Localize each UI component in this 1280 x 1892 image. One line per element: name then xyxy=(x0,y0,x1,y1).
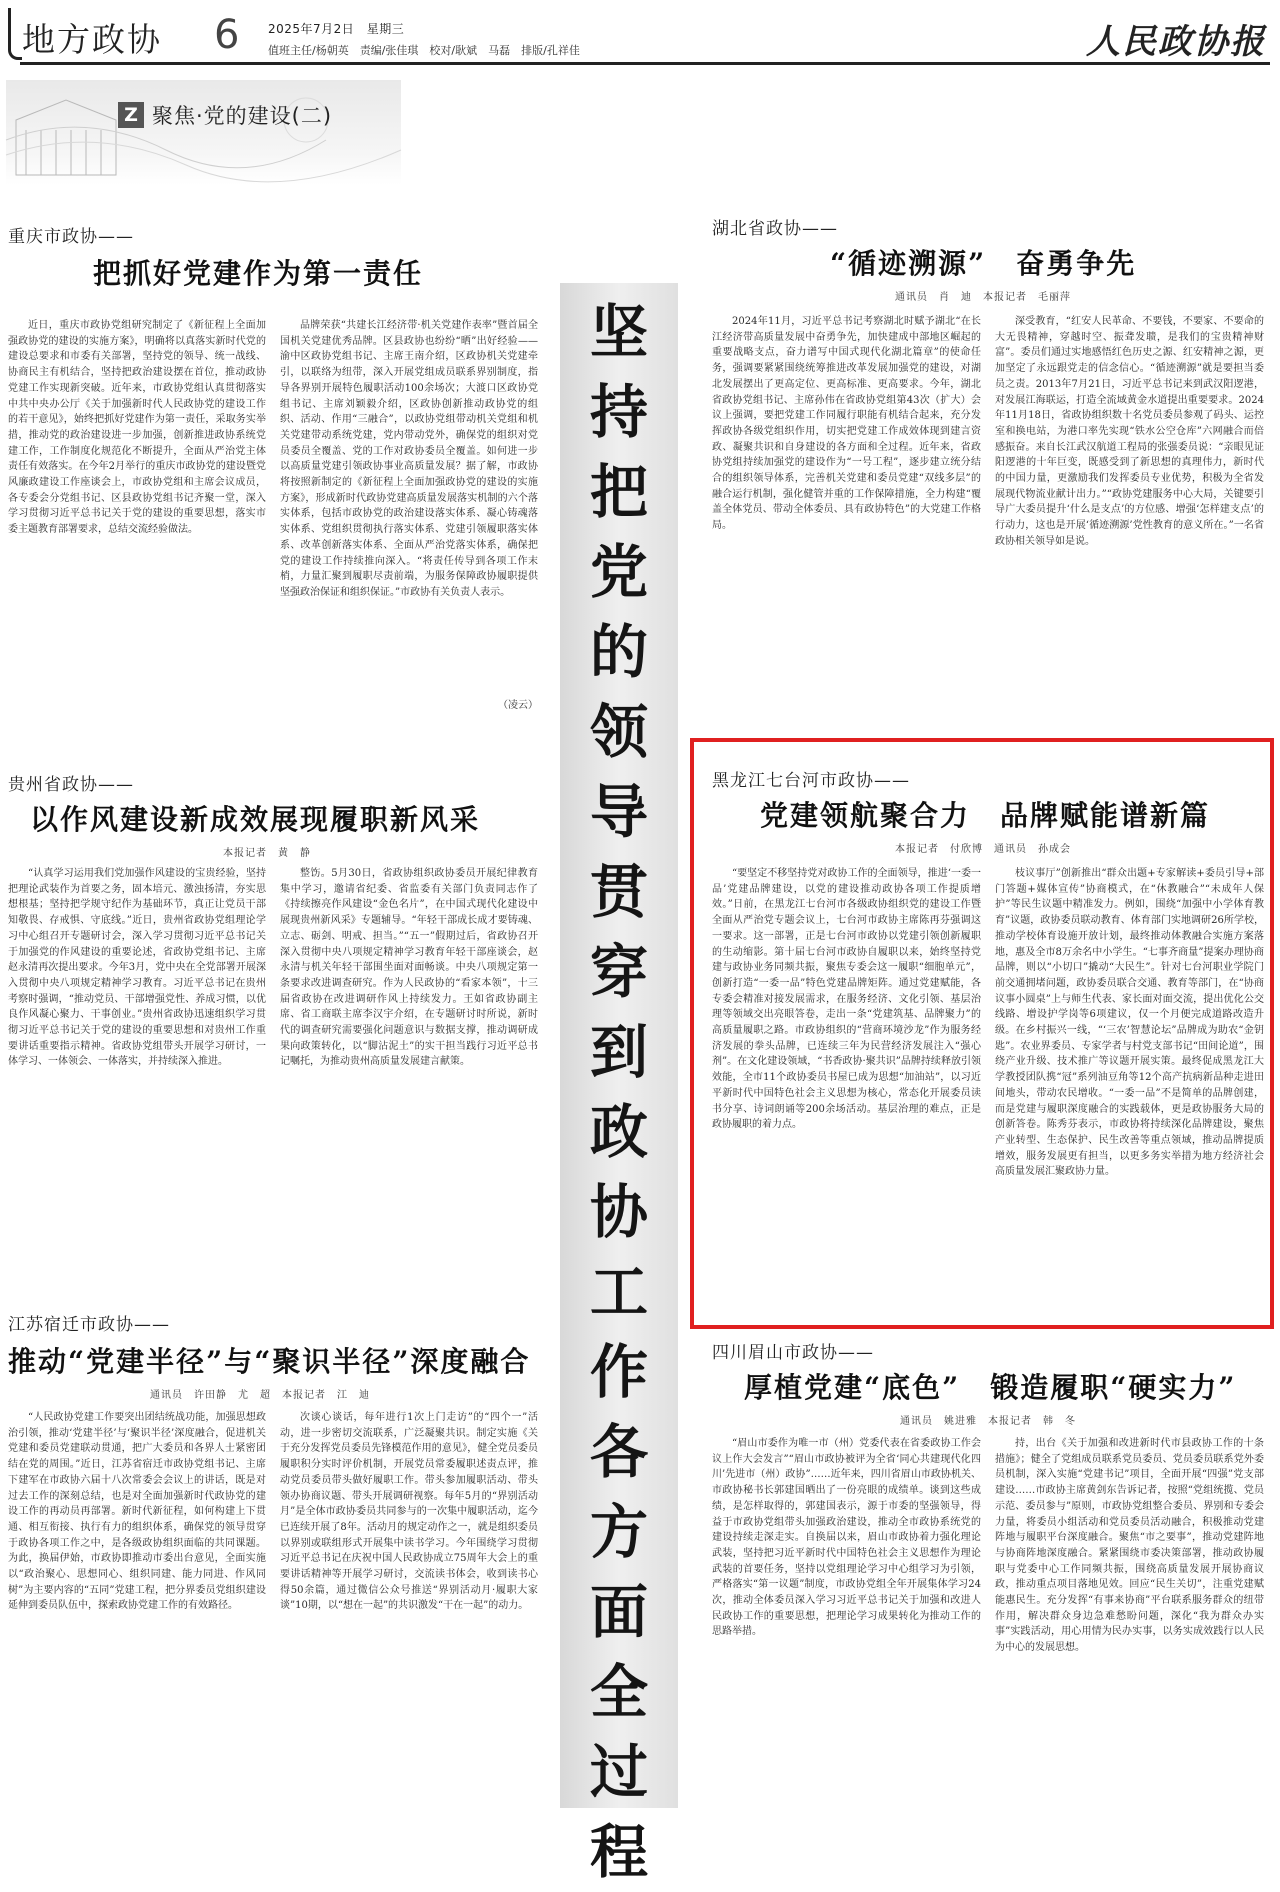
headline-char: 方 xyxy=(589,1498,648,1566)
article-chongqing xyxy=(8,222,538,722)
article-column: “认真学习运用我们党加强作风建设的宝贵经验，坚持把理论武装作为首要之务，固本培元、激浊扬清，夯实思想根基；坚持把学规守纪作为基础环节，真正让党员干部知敬畏、存戒惧、守底线。”近日，贵州省政协党组理论学习中心组召开专题研讨会，深入学习贯彻习近平总书记关于加强党的作风建设的重要论述，省政协党组书记、主席赵永清再次提出要求。今年3月，党中央在全党部署开展深入贯彻中央八项规定精神学习教育。习近平总书记在贵州考察时强调，“推动党员、干部增强党性、养成习惯，以优良作风凝心聚力、干事创业。”贵州省政协迅速组织学习贯彻习近平总书记关于党的建设的重要思想和对贵州工作重要讲话重要指示精神。省政协党组带头开展学习研讨，一体学习、一体领会、一体落实，并持续深入推进。 xyxy=(8,868,266,1068)
article-kicker: 湖北省政协—— xyxy=(712,219,838,239)
article-headline: “循迹溯源” 奋勇争先 xyxy=(830,247,1137,280)
building-illustration xyxy=(6,80,401,185)
headline-char: 坚 xyxy=(589,298,648,366)
article-byline: 通讯员 姚进雅 本报记者 韩 冬 xyxy=(900,1416,1076,1427)
article-hubei xyxy=(700,214,1270,724)
article-kicker: 四川眉山市政协—— xyxy=(712,1343,874,1363)
article-column: 枝议事厅”创新推出“群众出题+专家解读+委员引导+部门答题+媒体宣传”协商模式，在“休教融合”“未成年人保护”等民生议题中精准发力。例如，围绕“加强中小学体育教育”议题，政协委员联动教育、体育部门实地调研26所学校，推动学校体育设施开放计划，最终推动体教融合实施方案落地，惠及全市8万余名中小学生。“七事齐商量”提案办理协商品牌，则以“小切口”撬动“大民生”。针对七台河职业学院门前交通拥堵问题，政协委员联合交通、教育等部门，在“协商议事小圆桌”上与师生代表、家长面对面交流，提出优化公交线路、增设护学岗等6项建议，仅一个月便完成道路改造升级。在乡村振兴一线，“‘三农’智慧论坛”品牌成为助农“金钥匙”。农业界委员、专家学者与村党支部书记“田间论道”，围绕产业升级、技术推广等议题开展实策。最终促成黑龙江大学教授团队携“冠”系列油豆角等12个高产抗病新品种走进田间地头，带动农民增收。“一委一品”不是简单的品牌创建，而是党建与履职深度融合的实践载体，更是政协服务大局的创新答卷。陈秀芬表示，市政协将持续深化品牌建设，聚焦产业转型、生态保护、民生改善等重点领域，推动品牌提质增效，服务发展更有担当，以更多务实举措为地方经济社会高质量发展汇聚政协力量。 xyxy=(995,868,1264,1178)
headline-char: 导 xyxy=(589,778,648,846)
article-column: “要坚定不移坚持党对政协工作的全面领导，推进‘一委一品’党建品牌建设，以党的建设推动政协各项工作提质增效。”日前，在黑龙江七台河市各级政协组织党的建设工作暨全面从严治党专题会议上，七台河市政协主席陈再芬强调这一要求。这一部署，正是七台河市政协以党建引领创新履职的生动缩影。第十届七台河市政协自履职以来，始终坚持党建与政协业务同频共振，聚焦专委会这一履职“细胞单元”，创新打造“一委一品”特色党建品牌矩阵。通过党建赋能，各专委会精准对接发展需求，在服务经济、文化引领、基层治理等领域交出亮眼答卷，走出一条“党建筑基、品牌聚力”的高质量履职之路。市政协组织的“营商环境沙龙”作为服务经济发展的拳头品牌，已连续三年为民营经济发展注入“强心剂”。在文化建设领域，“书香政协·聚共识”品牌持续释放引领效能，全市11个政协委员书屋已成为思想“加油站”，以习近平新时代中国特色社会主义思想为核心，常态化开展委员读书分享、诗词朗诵等200余场活动。基层治理的难点，正是政协履职的着力点。 xyxy=(712,868,981,1131)
headline-char: 领 xyxy=(589,698,648,766)
article-column: 近日，重庆市政协党组研究制定了《新征程上全面加强政协党的建设的实施方案》，明确将以真落实新时代党的建设总要求和市委有关部署，坚持党的领导、统一战线、协商民主有机结合，坚持把政治建设摆在首位，推动政协党建工作实现新突破。近年来，市政协党组认真贯彻落实中共中央办公厅《关于加强新时代人民政协党的建设工作的若干意见》，始终把抓好党建作为第一责任，采取务实举措，推动党的政治建设进一步加强，创新推进政协系统党建工作，工作制度化规范化不断提升，全面从严治党主体责任有效落实。在今年2月举行的重庆市政协党的建设暨党风廉政建设工作座谈会上，市政协党组和主席会议成员，各专委会分党组书记、区县政协党组书记齐聚一堂，深入学习贯彻习近平总书记关于党的建设的重要思想，落实市委主题教育部署要求，总结交流经验做法。 xyxy=(8,320,266,536)
article-headline: 以作风建设新成效展现履职新风采 xyxy=(30,803,481,836)
headline-char: 把 xyxy=(589,458,648,526)
page-number: 6 xyxy=(214,12,240,58)
z-badge-icon: Z xyxy=(118,102,144,128)
article-kicker: 黑龙江七台河市政协—— xyxy=(712,771,910,791)
topic-title: 聚焦·党的建设(二) xyxy=(152,104,333,128)
article-kicker: 重庆市政协—— xyxy=(8,227,134,247)
headline-char: 过 xyxy=(589,1738,648,1806)
section-title: 地方政协 xyxy=(22,20,162,59)
masthead-rule xyxy=(20,62,1270,65)
headline-char: 穿 xyxy=(589,938,648,1006)
article-column: 深受教育，“红安人民革命、不要钱，不要家、不要命的大无畏精神，穿越时空、振聋发聩，是我们的宝贵精神财富”。委员们通过实地感悟红色历史之源、红安精神之源，更加坚定了永远跟党走的信念信心。“循迹溯源”就是要担当委员之责。2013年7月21日，习近平总书记来到武汉阳逻港，对发展江海联运，打造全流域黄金水道提出重要要求。2024年11月18日，省政协组织数十名党员委员参观了码头、运控室和换电站，为港口率先实现“铁水公空仓库”六网融合而倍感振奋。来自长江武汉航道工程局的张强委员说：“亲眼见证阳逻港的十年巨变，既感受到了新思想的真理伟力，新时代的中国力量，更激励我们发挥委员专业优势，积极为全省发展现代物流业献计出力。”“政协党建服务中心大局，关键要引导广大委员提升‘什么是支点’的方位感、增强‘怎样建支点’的行动力，这也是开展‘循迹溯源’党性教育的意义所在。”一名省政协相关领导如是说。 xyxy=(995,316,1264,547)
masthead xyxy=(0,0,1280,66)
article-kicker: 江苏宿迁市政协—— xyxy=(8,1315,170,1335)
article-guizhou xyxy=(8,770,538,1290)
article-author: （凌云） xyxy=(498,700,538,711)
article-column: 持，出台《关于加强和改进新时代市县政协工作的十条措施》；健全了党组成员联系党员委员、党员委员联系党外委员机制，深入实施“党建书记”项目，全面开展“四强”党支部建设……市政协主席黄剑东告诉记者，按照“党组统揽、党员示范、委员参与”原则，市政协党组整合委员、界别和专委会力量，将委员小组活动和党员委员活动融合，积极推动党建阵地与履职平台深度融合。聚焦“市之要事”，推动党建阵地与协商阵地深度融合。紧紧围绕市委决策部署，推动政协履职与党委中心工作同频共振，围绕高质量发展开展协商议政，推动重点项目落地见效。回应“民生关切”，注重党建赋能惠民生。充分发挥“有事来协商”平台联系服务群众的纽带作用，解决群众身边急难愁盼问题，深化“我为群众办实事”实践活动，用心用情为民办实事，以务实成效践行以人民为中心的发展思想。 xyxy=(995,1438,1264,1654)
article-sichuan xyxy=(700,1338,1270,1810)
article-headline: 厚植党建“底色” 锻造履职“硬实力” xyxy=(744,1371,1237,1404)
headline-char: 到 xyxy=(589,1018,648,1086)
article-column: 次谈心谈话，每年进行1次上门走访”的“四个一”活动，进一步密切交流联系，广泛凝聚共识。制定实施《关于充分发挥党员委员先锋模范作用的意见》，健全党员委员履职积分实时评价机制，开展党员常委履职述责点评，推动党员委员带头做好履职工作。带头参加履职活动、带头领办协商议题、带头开展调研视察。每年5月的“界别活动月”是全体市政协委员共同参与的一次集中履职活动，迄今已连续开展了8年。活动月的规定动作之一，就是组织委员以界别或联组形式开展集中读书学习。今年围绕学习贯彻习近平总书记在庆祝中国人民政协成立75周年大会上的重要讲话精神等开展学习研讨，交流读书体会，收到读书心得50余篇，通过微信公众号推送“界别活动月·履职大家谈”10期，以“想在一起”的共识激发“干在一起”的动力。 xyxy=(280,1412,538,1612)
headline-char: 面 xyxy=(589,1578,648,1646)
issue-date: 2025年7月2日 星期三 xyxy=(268,22,405,36)
article-headline: 党建领航聚合力 品牌赋能谱新篇 xyxy=(760,799,1211,832)
editor-credits: 值班主任/杨朝英 责编/张佳琪 校对/耿斌 马磊 排版/孔祥佳 xyxy=(268,44,580,57)
headline-char: 作 xyxy=(589,1338,648,1406)
article-byline: 通讯员 肖 迪 本报记者 毛丽萍 xyxy=(895,292,1071,303)
article-byline: 通讯员 许田静 尤 超 本报记者 江 迪 xyxy=(150,1390,370,1401)
headline-char: 贯 xyxy=(589,858,648,926)
headline-char: 的 xyxy=(589,618,648,686)
article-kicker: 贵州省政协—— xyxy=(8,775,134,795)
newspaper-logo: 人民政协报 xyxy=(1086,22,1266,62)
headline-char: 各 xyxy=(589,1418,648,1486)
article-column: “眉山市委作为唯一市（州）党委代表在省委政协工作会议上作大会发言”“眉山市政协被评为全省‘同心共建现代化四川’先进市（州）政协”……近年来，四川省眉山市政协机关、市政协秘书长郭建国晒出了一份亮眼的成绩单。谈到这些成绩，是怎样取得的，郭建国表示，源于市委的坚强领导，得益于市政协党组带头加强政治建设，推动全市政协系统党的建设持续走深走实。自换届以来，眉山市政协着力强化理论武装，坚持把习近平新时代中国特色社会主义思想作为理论武装的首要任务，坚持以党组理论学习中心组学习为引领，严格落实“第一议题”制度，市政协党组全年开展集体学习24次，推动全体委员深入学习习近平总书记关于加强和改进人民政协工作的重要思想，把理论学习成果转化为推动工作的思路举措。 xyxy=(712,1438,981,1638)
headline-char: 党 xyxy=(589,538,648,606)
article-column: “人民政协党建工作要突出团结统战功能，加强思想政治引领，推动‘党建半径’与‘聚识半径’深度融合，促进机关党建和委员党建联动贯通，把广大委员和各界人士紧密团结在党的周围。”近日，江苏省宿迁市政协党组书记、主席下建军在市政协六届十八次常委会会议上的讲话，既是对过去工作的深刻总结，也是对全面加强新时代政协党的建设工作的再动员再部署。新时代新征程，如何构建上下贯通、相互衔接、执行有力的组织体系，确保党的领导贯穿于政协各项工作之中，是各级政协组织面临的共同课题。为此，换届伊始，市政协即推动市委出台意见，全面实施以“政治聚心、思想同心、组织同建、能力同进、作风同树”为主要内容的“五同”党建工程，把分界委员党组织建设延伸到委员队伍中，探索政协党建工作的有效路径。 xyxy=(8,1412,266,1612)
headline-char: 协 xyxy=(589,1178,648,1246)
article-headline: 把抓好党建作为第一责任 xyxy=(93,257,424,290)
topic-label xyxy=(118,100,332,130)
headline-char: 政 xyxy=(589,1098,648,1166)
article-jiangsu xyxy=(8,1310,548,1810)
headline-char: 工 xyxy=(589,1258,648,1326)
article-column: 品牌荣获“共建长江经济带·机关党建作表率”暨首届全国机关党建优秀品牌。区县政协也纷纷“晒”出好经验——渝中区政协党组书记、主席王南介绍，区政协机关党建牵引，以联络为纽带，深入开展党组成员联系界别制度，指导各界别开展特色履职活动100余场次；大渡口区政协党组书记、主席刘颖毅介绍，区政协创新推动政协党的组织、活动、作用“三融合”，以政协党组带动机关党组和机关党建带动系统党建，党内带动党外，确保党的组织对党员委员全覆盖、党的工作对政协委员全覆盖。如何进一步以高质量党建引领政协事业高质量发展？据了解，市政协将按照新制定的《新征程上全面加强政协党的建设的实施方案》，形成新时代政协党建高质量发展落实机制的六个落实体系，包括市政协党的政治建设落实体系、凝心铸魂落实体系、党组织贯彻执行落实体系、党建引领履职落实体系、改革创新落实体系、全面从严治党落实体系，确保把党的建设工作持续推向深入。“将责任传导到各项工作末梢，力量汇聚到履职尽责前端，为服务保障政协履职提供坚强政治保证和组织保证。”市政协有关负责人表示。 xyxy=(280,320,538,598)
article-byline: 本报记者 黄 静 xyxy=(223,848,311,859)
masthead-bracket xyxy=(8,8,22,60)
article-column: 2024年11月，习近平总书记考察湖北时赋予湖北“在长江经济带高质量发展中奋勇争先，加快建成中部地区崛起的重要战略支点，奋力谱写中国式现代化湖北篇章”的使命任务，强调要紧紧围绕统筹推进改革发展加强党的建设，对湖北发展摆出了更高定位、更高标准、更高要求。今年，湖北省政协党组书记、主席孙伟在省政协党组第43次（扩大）会议上强调，要把党建工作同履行职能有机结合起来，充分发挥政协各级党组织作用，切实把党建工作成效体现到建言资政、凝聚共识和自身建设的各方面和全过程。近年来，省政协党组持续加强党的建设作为“一号工程”，逐步建立统分结合的组织领导体系，完善机关党建和委员党建“双线多层”的融合运行机制，强化健管并重的工作保障措施，全力构建“覆盖全体党员、带动全体委员、具有政协特色”的大党建工作格局。 xyxy=(712,316,981,532)
article-column: 整饬。5月30日，省政协组织政协委员开展纪律教育集中学习，邀请省纪委、省监委有关部门负责同志作了《持续擦亮作风建设“金色名片”，在中国式现代化建设中展现贵州新风采》专题辅导。“年轻干部成长成才要铸魂、立志、砺剑、明戒、担当。”“五一”假期过后，省政协召开深入贯彻中央八项规定精神学习教育年轻干部座谈会，赵永清与机关年轻干部围坐面对面畅谈。中央八项规定第一条要求改进调查研究。作为人民政协的“看家本领”，十三届省政协在改进调研作风上持续发力。王如省政协副主席、省工商联主席李汉宇介绍，在专题研讨时所说，新时代的调查研究需要强化问题意识与数据支撑，推动调研成果向政策转化，以“脚沾泥土”的实干担当践行习近平总书记嘱托，为推动贵州高质量发展建言献策。 xyxy=(280,868,538,1068)
headline-char: 程 xyxy=(589,1818,648,1886)
headline-char: 全 xyxy=(589,1658,648,1726)
main-headline xyxy=(560,292,678,1892)
topic-banner xyxy=(6,80,401,185)
article-headline: 推动“党建半径”与“聚识半径”深度融合 xyxy=(8,1345,531,1378)
headline-char: 持 xyxy=(589,378,648,446)
article-heilongjiang xyxy=(700,766,1270,1326)
article-byline: 本报记者 付欣博 通讯员 孙成会 xyxy=(895,844,1071,855)
